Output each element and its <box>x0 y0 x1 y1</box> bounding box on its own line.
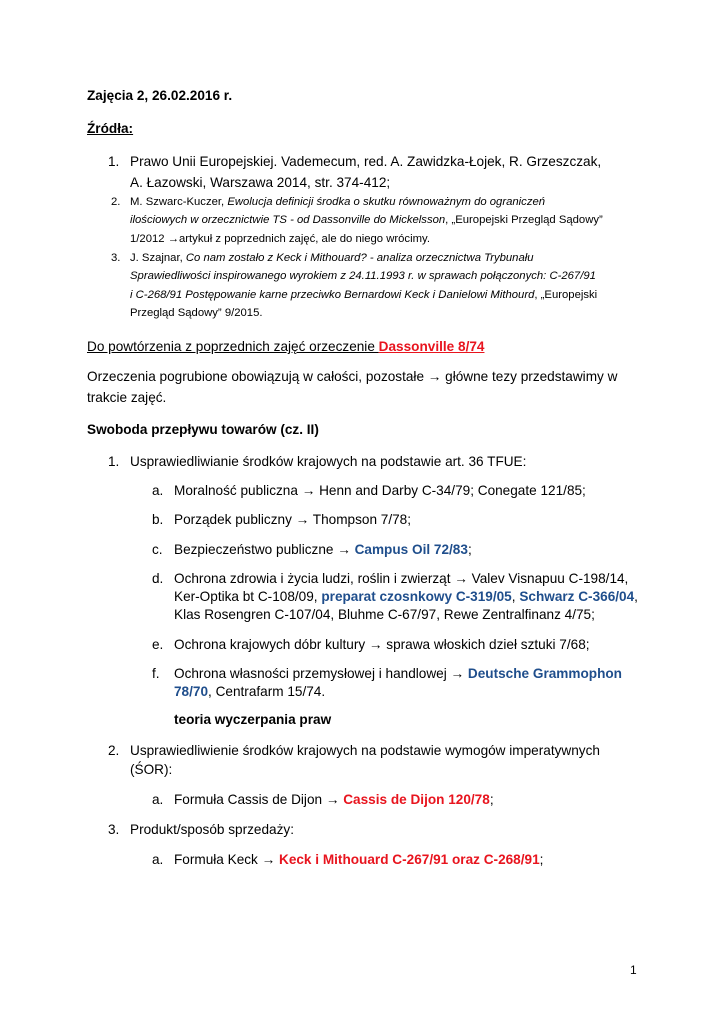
item-3a-letter: a. <box>152 852 164 867</box>
item-2-line-1: Usprawiedliwienie środków krajowych na podstawie wymogów imperatywnych <box>130 743 600 758</box>
item-1d-separator: , <box>511 589 520 604</box>
case-dassonville: Dassonville 8/74 <box>378 339 485 354</box>
item-1d-line-1: Ochrona zdrowia i życia ludzi, roślin i zwierząt → Valev Visnapuu C-198/14, <box>174 571 629 586</box>
item-1c-tail: ; <box>467 542 472 557</box>
item-1b-text: Porządek publiczny → Thompson 7/78; <box>174 512 412 527</box>
item-1c-label: Bezpieczeństwo publiczne → <box>174 542 355 557</box>
theory-exhaustion-of-rights: teoria wyczerpania praw <box>174 712 332 727</box>
item-1f-line-2 <box>174 682 325 702</box>
item-1-text: Usprawiedliwianie środków krajowych na podstawie art. 36 TFUE: <box>130 454 527 469</box>
case-centrafarm: , Centrafarm 15/74. <box>208 684 326 699</box>
item-2-number: 2. <box>108 743 120 758</box>
source-3-author: J. Szajnar, <box>130 252 186 264</box>
source-1-number: 1. <box>108 154 120 169</box>
bold-cases-note-line-1: Orzeczenia pogrubione obowiązują w całości, pozostałe → główne tezy przedstawimy w <box>87 369 618 384</box>
item-1f-letter: f. <box>152 666 160 681</box>
item-3-number: 3. <box>108 822 120 837</box>
source-2-number: 2. <box>111 196 121 208</box>
source-2-issue: 1/2012 <box>130 233 168 245</box>
item-1c-text <box>174 540 472 560</box>
source-1-line-2: A. Łazowski, Warszawa 2014, str. 374-412; <box>130 175 391 190</box>
item-2-line-2: (ŚOR): <box>130 762 173 777</box>
source-2-line-3 <box>130 229 430 249</box>
source-1-line-1: Prawo Unii Europejskiej. Vademecum, red. A. Zawidzka-Łojek, R. Grzeszczak, <box>130 154 602 169</box>
section-title: Swoboda przepływu towarów (cz. II) <box>87 422 319 437</box>
item-1a-text: Moralność publiczna → Henn and Darby C-34/79; Conegate 121/85; <box>174 483 586 498</box>
item-3a-tail: ; <box>539 852 544 867</box>
item-3a-label: Formuła Keck → <box>174 852 279 867</box>
source-2-title-part-2: ilościowych w orzecznictwie TS - od Dassonville do Mickelsson <box>130 214 446 226</box>
source-3-line-1 <box>130 248 534 268</box>
source-2-remark: artykuł z poprzednich zajęć, ale do niego wrócimy. <box>179 233 430 245</box>
document-title: Zajęcia 2, 26.02.2016 r. <box>87 88 233 103</box>
item-1e-text: Ochrona krajowych dóbr kultury → sprawa włoskich dzieł sztuki 7/68; <box>174 637 590 652</box>
source-3-line-3 <box>130 285 597 305</box>
bold-cases-note-line-2: trakcie zajęć. <box>87 390 167 405</box>
source-3-title-part-2: Sprawiedliwości inspirowanego wyrokiem z 24.11.1993 r. w sprawach połączonych: C-267/91 <box>130 270 596 282</box>
item-1e-letter: e. <box>152 637 164 652</box>
source-2-line-2 <box>130 210 603 230</box>
item-1c-letter: c. <box>152 542 163 557</box>
source-3-line-4: Przegląd Sądowy” 9/2015. <box>130 307 263 319</box>
repeat-note-text: Do powtórzenia z poprzednich zajęć orzeczenie <box>87 339 379 354</box>
item-1d-line-2 <box>174 587 638 607</box>
item-2a-letter: a. <box>152 792 164 807</box>
case-deutsche-grammophon-number: 78/70 <box>174 684 209 699</box>
item-2a-text <box>174 790 494 810</box>
case-ker-optika: Ker-Optika bt C-108/09, <box>174 589 322 604</box>
item-1-number: 1. <box>108 454 120 469</box>
sources-heading: Źródła: <box>87 121 134 136</box>
source-3-title-part-1: Co nam zostało z Keck i Mithouard? - analiza orzecznictwa Trybunału <box>185 252 534 264</box>
item-3-text: Produkt/sposób sprzedaży: <box>130 822 294 837</box>
item-1d-line-3: Klas Rosengren C-107/04, Bluhme C-67/97, Rewe Zentralfinanz 4/75; <box>174 607 595 622</box>
source-2-author: M. Szwarc-Kuczer, <box>130 196 228 208</box>
item-2a-tail: ; <box>489 792 494 807</box>
item-1f-label: Ochrona własności przemysłowej i handlowej → <box>174 666 468 681</box>
item-1d-comma: , <box>634 589 638 604</box>
item-1a-letter: a. <box>152 483 164 498</box>
case-deutsche-grammophon: Deutsche Grammophon <box>467 666 622 681</box>
case-campus-oil: Campus Oil 72/83 <box>354 542 468 557</box>
item-2a-label: Formuła Cassis de Dijon → <box>174 792 344 807</box>
item-1d-letter: d. <box>152 571 164 586</box>
source-3-journal: , „Europejski <box>534 289 598 301</box>
source-3-number: 3. <box>111 252 121 264</box>
case-schwarz: Schwarz C-366/04 <box>519 589 635 604</box>
source-2-title-part-1: Ewolucja definicji środka o skutku równoważnym do ograniczeń <box>227 196 546 208</box>
arrow-icon: → <box>167 233 179 245</box>
case-keck-mithouard: Keck i Mithouard C-267/91 oraz C-268/91 <box>279 852 540 867</box>
case-cassis-de-dijon: Cassis de Dijon 120/78 <box>343 792 490 807</box>
item-1f-line-1 <box>174 664 622 684</box>
repeat-note <box>87 337 484 357</box>
page-number: 1 <box>630 963 637 977</box>
source-2-line-1 <box>130 192 545 212</box>
item-3a-text <box>174 850 543 870</box>
source-2-journal: , „Europejski Przegląd Sądowy” <box>445 214 603 226</box>
source-3-title-part-3: i C-268/91 Postępowanie karne przeciwko Bernardowi Keck i Danielowi Mithourd <box>130 289 535 301</box>
case-preparat-czosnkowy: preparat czosnkowy C-319/05 <box>321 589 512 604</box>
item-1b-letter: b. <box>152 512 164 527</box>
